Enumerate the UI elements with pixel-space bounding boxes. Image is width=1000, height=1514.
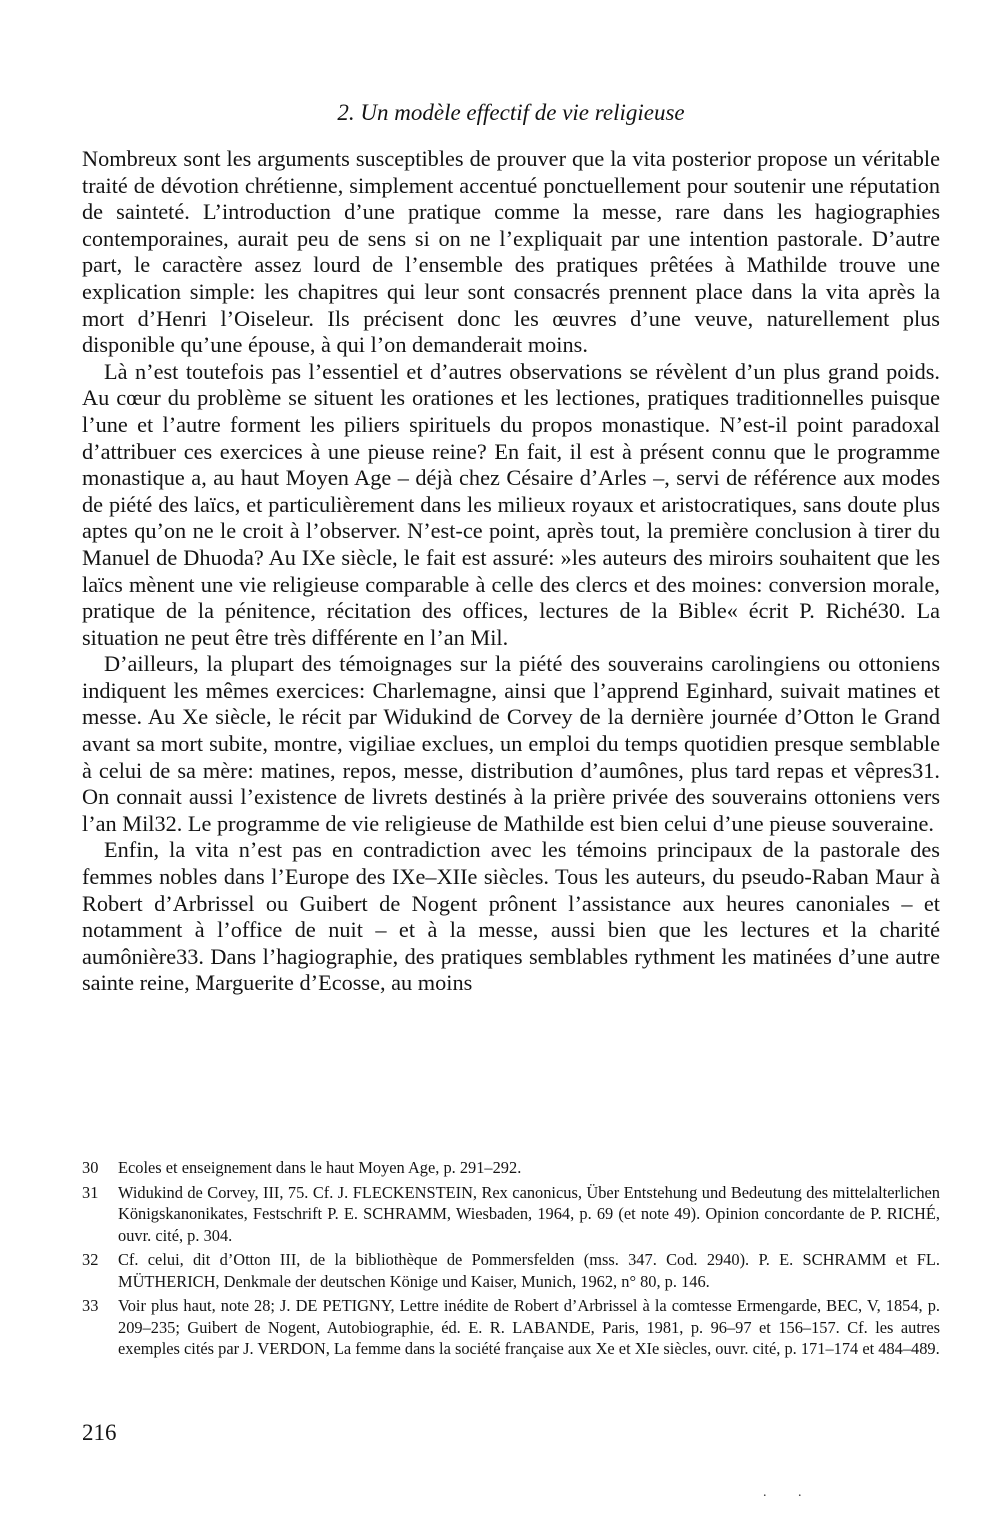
- footnote-number: 31: [82, 1182, 99, 1202]
- footnote: [82, 1157, 940, 1179]
- paragraph-3: D’ailleurs, la plupart des témoignages sur la piété des souverains carolingiens ou ottoniens indiquent les mêmes exercices: Charlemagne, ainsi que l’apprend Eginhard, suivait matines et messe. Au Xe siècle, le récit par Widukind de Corvey de la dernière journée d’Otton le Grand avant sa mort subite, montre, vigiliae exclues, un emploi du temps quotidien presque semblable à celui de sa mère: matines, repos, messe, distribution d’aumônes, plus tard repas et vêpres31. On connait aussi l’existence de livrets destinés à la prière privée des souverains ottoniens vers l’an Mil32. Le programme de vie religieuse de Mathilde est bien celui d’une pieuse souveraine.: [82, 651, 940, 836]
- bottom-marks: . .: [763, 1485, 816, 1500]
- footnote-number: 33: [82, 1296, 99, 1315]
- section-heading: 2. Un modèle effectif de vie religieuse: [337, 100, 685, 125]
- footnote-text: Ecoles et enseignement dans le haut Moyen Age, p. 291–292.: [118, 1158, 522, 1177]
- paragraph-2: Là n’est toutefois pas l’essentiel et d’autres observations se révèlent d’un plus grand poids. Au cœur du problème se situent les orationes et les lectiones, pratiques traditionnelles puisque l’une et l’autre forment les piliers spirituels du propos monastique. N’est-il point paradoxal d’attribuer ces exercices à une pieuse reine? En fait, il est à présent connu que le programme monastique a, au haut Moyen Age – déjà chez Césaire d’Arles –, servi de référence aux modes de piété des laïcs, et particulièrement dans les milieux royaux et aristocratiques, sans doute plus aptes qu’on ne le croit à l’observer. N’est-ce point, après tout, la première conclusion à tirer du Manuel de Dhuoda? Au IXe siècle, le fait est assuré: »les auteurs des miroirs souhaitent que les laïcs mènent une vie religieuse comparable à celle des clercs et des moines: conversion morale, pratique de la pénitence, récitation des offices, lectures de la Bible« écrit P. Riché30. La situation ne peut être très différente en l’an Mil.: [82, 358, 940, 650]
- footnote-text: Cf. celui, dit d’Otton III, de la bibliothèque de Pommersfelden (mss. 347. Cod. 2940). P. E. SCHRAMM et FL. MÜTHERICH, Denkmale der deutschen Könige und Kaiser, Munich, 1962, n° 80, p. 146.: [118, 1250, 940, 1291]
- footnote-number: 30: [82, 1158, 99, 1177]
- footnotes: [82, 1157, 940, 1363]
- paragraph-4: Enfin, la vita n’est pas en contradiction avec les témoins principaux de la pastorale des femmes nobles dans l’Europe des IXe–XIIe siècles. Tous les auteurs, du pseudo-Raban Maur à Robert d’Arbrissel ou Guibert de Nogent prônent l’assistance aux heures canoniales – et notamment à l’office de nuit – et à la messe, aussi bien que les lectures et la charité aumônière33. Dans l’hagiographie, des pratiques semblables rythment les matinées d’une autre sainte reine, Marguerite d’Ecosse, au moins: [82, 837, 940, 996]
- body-text: [82, 146, 940, 997]
- footnote-number: 32: [82, 1250, 99, 1269]
- paragraph-1: Nombreux sont les arguments susceptibles de prouver que la vita posterior propose un véritable traité de dévotion chrétienne, simplement accentué ponctuellement pour soutenir une réputation de sainteté. L’introduction d’une pratique comme la messe, rare dans les hagiographies contemporaines, aurait peu de sens si on ne l’expliquait par une intention pastorale. D’autre part, le caractère assez lourd de l’ensemble des pratiques prêtées à Mathilde trouve une explication simple: les chapitres qui leur sont consacrés prennent place dans la vita après la mort d’Henri l’Oiseleur. Ils précisent donc les œuvres d’une veuve, naturellement plus disponible qu’une épouse, à qui l’on demanderait moins.: [82, 146, 940, 358]
- page-number: 216: [82, 1420, 117, 1445]
- footnote: [82, 1182, 940, 1247]
- footnote: [82, 1249, 940, 1292]
- footnote-text: Voir plus haut, note 28; J. DE PETIGNY, Lettre inédite de Robert d’Arbrissel à la comtesse Ermengarde, BEC, V, 1854, p. 209–235; Guibert de Nogent, Autobiographie, éd. E. R. LABANDE, Paris, 1981, p. 96–97 et 156–157. Cf. les autres exemples cités par J. VERDON, La femme dans la société française aux Xe et XIe siècles, ouvr. cité, p. 171–174 et 484–489.: [118, 1296, 940, 1358]
- footnote: [82, 1295, 940, 1360]
- footnote-text: Widukind de Corvey, III, 75. Cf. J. FLECKENSTEIN, Rex canonicus, Über Entstehung und Bedeutung des mittelalterlichen Königskanonikates, Festschrift P. E. SCHRAMM, Wiesbaden, 1964, p. 69 (et note 49). Opinion concordante de P. RICHÉ, ouvr. cité, p. 304.: [118, 1182, 940, 1245]
